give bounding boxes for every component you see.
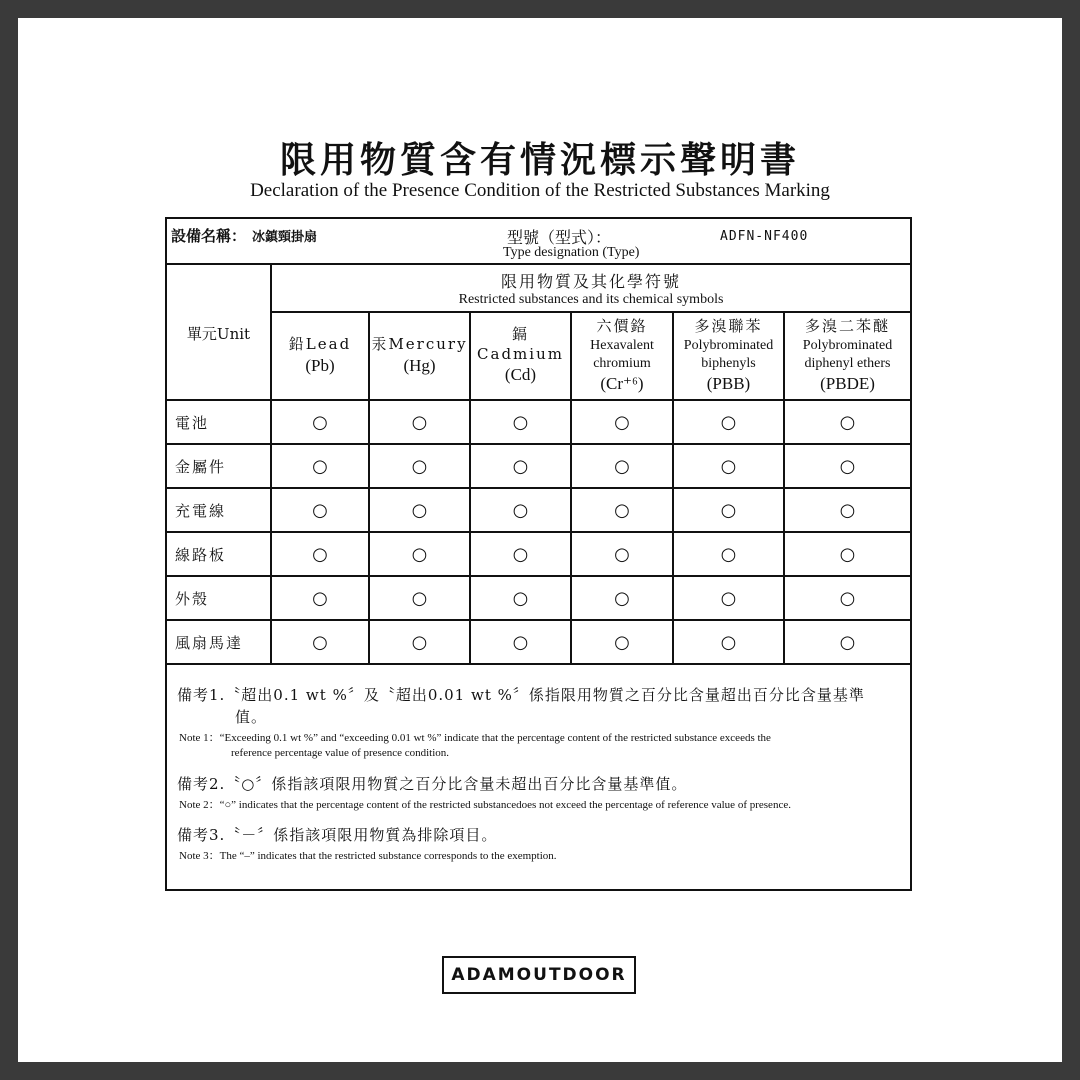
- note-3-en: Note 3：The “–” indicates that the restricted substance corresponds to the exemption.: [179, 850, 557, 863]
- unit-label: 風扇馬達: [166, 620, 271, 664]
- restricted-header-zh: 限用物質及其化學符號: [501, 271, 682, 291]
- presence-mark: ○: [784, 620, 911, 664]
- substance-zh: 鎘Cadmium: [477, 325, 564, 363]
- substance-line3: diphenyl ethers: [804, 355, 891, 371]
- table-row: [166, 444, 911, 488]
- unit-label: 金屬件: [166, 444, 271, 488]
- device-row: [166, 218, 911, 264]
- substance-line2: Polybrominated: [683, 337, 774, 353]
- substance-header: [571, 312, 673, 400]
- restricted-header: [271, 264, 911, 312]
- presence-mark: ○: [784, 532, 911, 576]
- substance-symbol: (Cr⁺⁶): [600, 373, 644, 393]
- substance-zh: 多溴聯苯: [694, 317, 763, 336]
- substance-header-row: [166, 312, 911, 400]
- presence-mark: ○: [784, 400, 911, 444]
- note-1-en: Note 1：“Exceeding 0.1 wt %” and “exceeding 0.01 wt %” indicate that the percentage content of the restricted substance exceeds the: [179, 732, 771, 744]
- substance-line2: Hexavalent: [590, 337, 654, 353]
- unit-label: 外殼: [166, 576, 271, 620]
- presence-mark: ○: [271, 400, 369, 444]
- presence-mark: ○: [369, 400, 470, 444]
- presence-mark: ○: [369, 488, 470, 532]
- notes-row: [166, 664, 911, 890]
- substance-symbol: (PBB): [706, 373, 751, 393]
- substance-line3: biphenyls: [701, 355, 756, 371]
- table-row: [166, 400, 911, 444]
- brand-logo: ADAMOUTDOOR: [442, 956, 636, 994]
- substance-line2: Polybrominated: [802, 337, 893, 353]
- restricted-header-en: Restricted substances and its chemical symbols: [458, 291, 724, 307]
- presence-mark: ○: [571, 620, 673, 664]
- presence-mark: ○: [369, 444, 470, 488]
- substance-header: [470, 312, 571, 400]
- substance-header: [673, 312, 784, 400]
- presence-mark: ○: [470, 400, 571, 444]
- type-value: ADFN-NF400: [720, 229, 809, 244]
- presence-mark: ○: [369, 620, 470, 664]
- unit-label: 電池: [166, 400, 271, 444]
- presence-mark: ○: [271, 620, 369, 664]
- substance-symbol: (PBDE): [820, 373, 875, 393]
- presence-mark: ○: [369, 576, 470, 620]
- declaration-table: [165, 217, 912, 891]
- device-label: 設備名稱：: [171, 227, 247, 245]
- table-row: [166, 620, 911, 664]
- note-1-zh: 備考1.〝超出0.1 wt %〞及〝超出0.01 wt %〞係指限用物質之百分比含量超出百分比含量基準: [177, 686, 865, 704]
- substance-zh: 六價鉻: [596, 317, 648, 336]
- substance-symbol: (Cd): [504, 365, 537, 385]
- presence-mark: ○: [571, 488, 673, 532]
- presence-mark: ○: [673, 400, 784, 444]
- presence-mark: ○: [673, 620, 784, 664]
- presence-mark: ○: [673, 488, 784, 532]
- title-english: Declaration of the Presence Condition of the Restricted Substances Marking: [250, 180, 830, 201]
- presence-mark: ○: [673, 532, 784, 576]
- device-name: 冰鎮頸掛扇: [252, 230, 318, 245]
- presence-mark: ○: [784, 444, 911, 488]
- note-2-zh: 備考2.〝○〞係指該項限用物質之百分比含量未超出百分比含量基準值。: [177, 774, 688, 793]
- type-label-en: Type designation (Type): [503, 245, 640, 260]
- substance-symbol: (Pb): [305, 355, 335, 375]
- note-1-en-cont: reference percentage value of presence condition.: [231, 747, 450, 760]
- substance-zh: 鉛Lead: [288, 335, 352, 354]
- presence-mark: ○: [470, 532, 571, 576]
- substance-header: [271, 312, 369, 400]
- presence-mark: ○: [271, 444, 369, 488]
- presence-mark: ○: [470, 576, 571, 620]
- title-chinese: 限用物質含有情況標示聲明書: [279, 139, 800, 181]
- type-label-zh: 型號（型式）：: [507, 228, 612, 247]
- presence-mark: ○: [673, 444, 784, 488]
- note-1-zh-cont: 值。: [235, 708, 268, 726]
- presence-mark: ○: [271, 532, 369, 576]
- substance-line3: chromium: [593, 355, 651, 371]
- table-row: [166, 488, 911, 532]
- presence-mark: ○: [571, 400, 673, 444]
- presence-mark: ○: [571, 444, 673, 488]
- unit-label: 充電線: [166, 488, 271, 532]
- unit-header: 單元Unit: [166, 264, 271, 400]
- table-row: [166, 576, 911, 620]
- presence-mark: ○: [784, 488, 911, 532]
- note-3-zh: 備考3.〝－〞係指該項限用物質為排除項目。: [177, 826, 498, 845]
- presence-mark: ○: [470, 444, 571, 488]
- presence-mark: ○: [271, 576, 369, 620]
- presence-mark: ○: [571, 532, 673, 576]
- presence-mark: ○: [470, 488, 571, 532]
- unit-label: 線路板: [166, 532, 271, 576]
- substance-symbol: (Hg): [403, 355, 436, 375]
- presence-mark: ○: [369, 532, 470, 576]
- notes-section: [166, 664, 911, 890]
- header-row-1: [166, 264, 911, 312]
- presence-mark: ○: [271, 488, 369, 532]
- note-2-en: Note 2：“○” indicates that the percentage content of the restricted substancedoes not exceed the percentage of reference value of presence.: [179, 798, 791, 811]
- presence-mark: ○: [673, 576, 784, 620]
- substance-header: [369, 312, 470, 400]
- presence-mark: ○: [571, 576, 673, 620]
- substance-zh: 汞Mercury: [371, 335, 468, 354]
- substance-header: [784, 312, 911, 400]
- presence-mark: ○: [784, 576, 911, 620]
- table-row: [166, 532, 911, 576]
- substance-zh: 多溴二苯醚: [805, 317, 891, 336]
- presence-mark: ○: [470, 620, 571, 664]
